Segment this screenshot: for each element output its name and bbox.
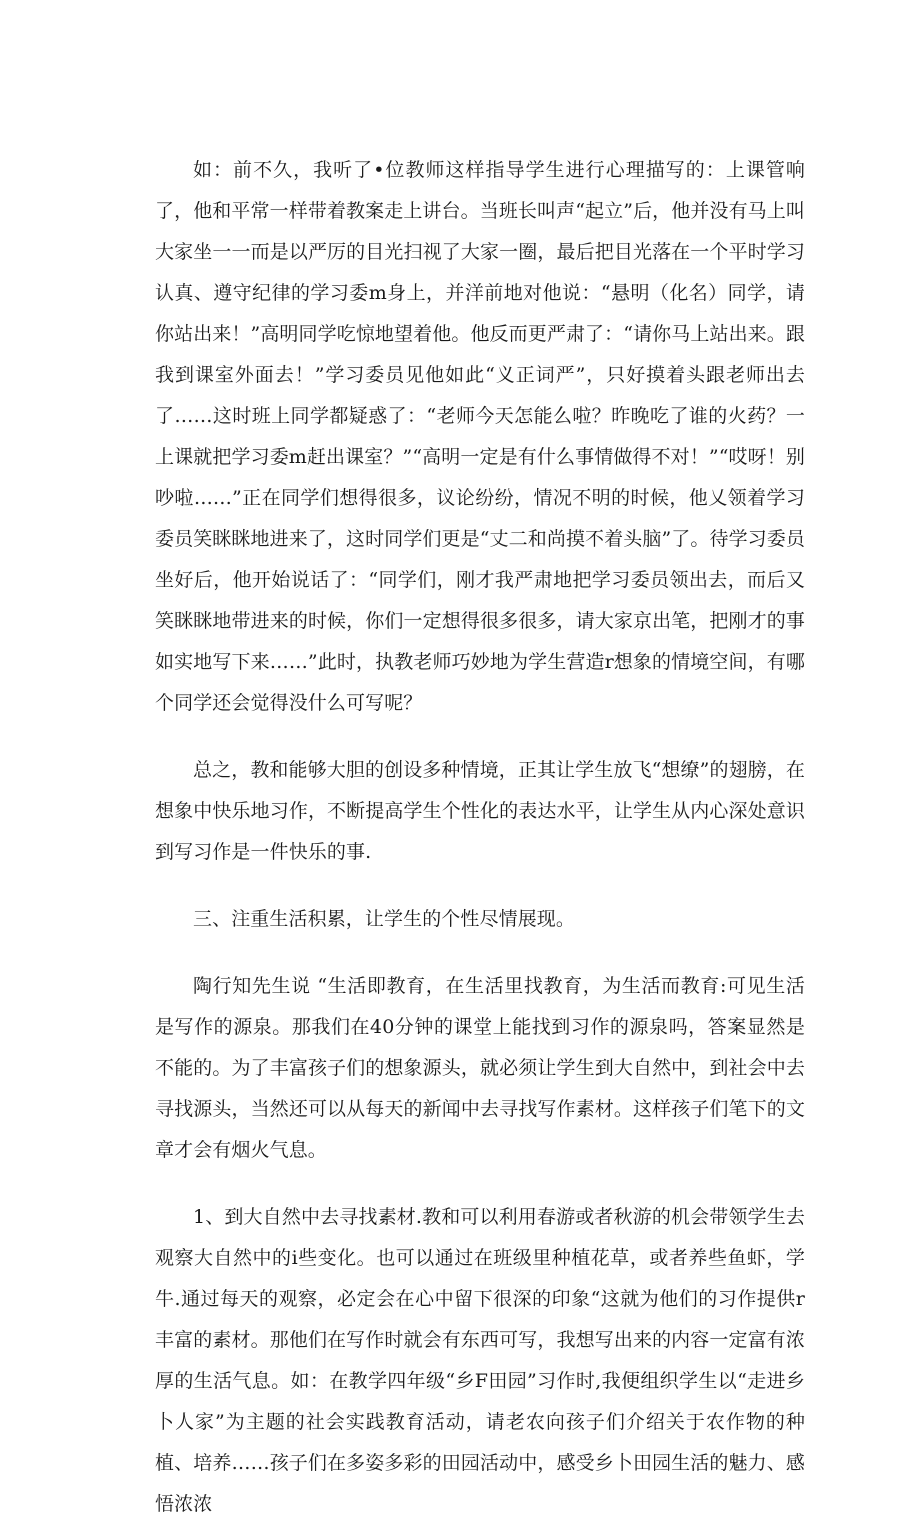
paragraph-4: 1、到大自然中去寻找素材.教和可以利用春游或者秋游的机会带领学生去观察大自然中的i些变化。也可以通过在班级里种植花草，或者养些鱼虾，学牛.通过每天的观察，必定会在心中留下很深的印象“这就为他们的习作提供r丰富的素材。那他们在写作时就会有东西可写，我想写出来的内容一定富有浓厚的生活气息。如：在教学四年级“乡F田园”习作时,我便组织学生以“走进乡卜人家”为主题的社会实践教育活动，请老农向孩子们介绍关于农作物的种植、培养……孩子们在多姿多彩的田园活动中，感受乡卜田园生活的魅力、感悟浓浓 — [155, 1206, 805, 1515]
paragraph-2: 总之，教和能够大胆的创设多种情境，正其让学生放飞“想缭”的翅膀，在想象中快乐地习作，不断提高学生个性化的表达水平，让学生从内心深处意识到写习作是一件快乐的事. — [155, 759, 805, 863]
paragraph-1: 如：前不久，我听了•位教师这样指导学生进行心理描写的：上课管响了，他和平常一样带着教案走上讲台。当班长叫声“起立”后，他并没有马上叫大家坐一一而是以严厉的目光扫视了大家一圈，最后把目光落在一个平时学习认真、遵守纪律的学习委m身上，并洋前地对他说：“悬明（化名）同学，请你站出来！”高明同学吃惊地望着他。他反而更严肃了：“请你马上站出来。跟我到课室外面去！”学习委员见他如此“义正词严”，只好摸着头跟老师出去了……这时班上同学都疑惑了：“老师今天怎能么啦？昨晚吃了谁的火药？一上课就把学习委m赶出课室？”“高明一定是有什么事情做得不对！”“哎呀！别吵啦……”正在同学们想得很多，议论纷纷，情况不明的时候，他乂领着学习委员笑眯眯地进来了，这时同学们更是“丈二和尚摸不着头脑”了。待学习委员坐好后，他开始说话了：“同学们，刚才我严肃地把学习委员领出去，而后又笑眯眯地带进来的时候，你们一定想得很多很多，请大家京出笔，把刚才的事如实地写下来……”此时，执教老师巧妙地为学生营造r想象的情境空间，有哪个同学还会觉得没什么可写呢？ — [155, 159, 805, 714]
document-body — [155, 150, 805, 1525]
paragraph-3: 陶行知先生说 “生活即教育，在生活里找教育，为生活而教育:可见生活是写作的源泉。那我们在40分钟的课堂上能找到习作的源泉吗，答案显然是不能的。为了丰富孩子们的想象源头，就必须让学生到大自然中，到社会中去寻找源头，当然还可以从每天的新闻中去寻找写作素材。这样孩子们笔下的文章才会有烟火气息。 — [155, 975, 805, 1161]
section-heading: 三、注重生活积累，让学生的个性尽情展现。 — [193, 908, 576, 930]
